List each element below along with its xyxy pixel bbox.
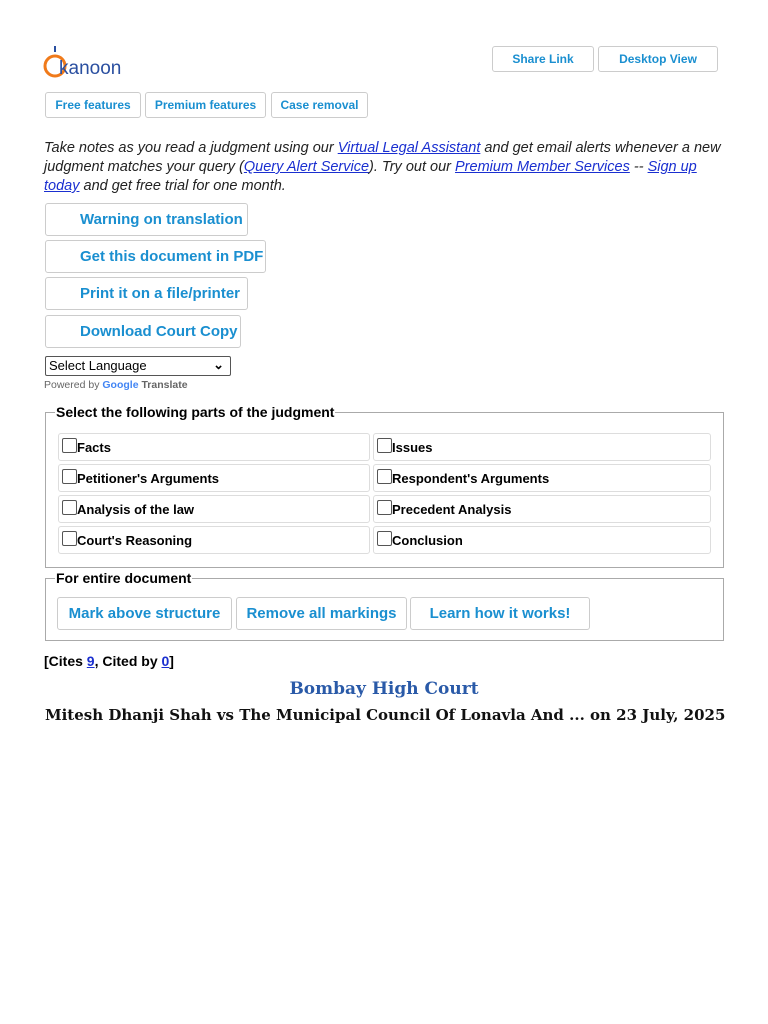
intro-text-part: ). Try out our	[369, 159, 455, 175]
cites-close: ]	[169, 653, 174, 669]
part-label: Issues	[392, 440, 433, 455]
desktop-view-button[interactable]: Desktop View	[598, 46, 718, 72]
pdf-button[interactable]: Get this document in PDF	[45, 240, 266, 273]
chevron-down-icon: ⌄	[213, 357, 224, 372]
part-label: Precedent Analysis	[392, 502, 512, 517]
checkbox[interactable]	[377, 469, 392, 484]
checkbox[interactable]	[62, 469, 77, 484]
document-title: Mitesh Dhanji Shah vs The Municipal Council Of Lonavla And ... on 23 July, 2025	[45, 706, 726, 724]
part-precedent-analysis[interactable]	[373, 495, 711, 523]
checkbox[interactable]	[62, 438, 77, 453]
part-facts[interactable]	[58, 433, 370, 461]
logo[interactable]	[43, 44, 123, 80]
intro-text	[44, 139, 724, 196]
download-court-copy-button[interactable]: Download Court Copy	[45, 315, 241, 348]
virtual-legal-assistant-link[interactable]: Virtual Legal Assistant	[337, 140, 481, 156]
svg-text:kanoon: kanoon	[59, 58, 122, 79]
intro-text-part: Take notes as you read a judgment using our	[44, 140, 338, 156]
cited-by-label: , Cited by	[94, 653, 162, 669]
checkbox[interactable]	[377, 500, 392, 515]
sign-up-link[interactable]: Sign up today	[44, 159, 697, 194]
cited-by-link[interactable]: 0	[161, 653, 170, 669]
share-link-button[interactable]: Share Link	[492, 46, 594, 72]
remove-markings-button[interactable]: Remove all markings	[236, 597, 407, 630]
part-petitioner-arguments[interactable]	[58, 464, 370, 492]
checkbox[interactable]	[62, 531, 77, 546]
part-label: Analysis of the law	[77, 502, 195, 517]
query-alert-link[interactable]: Query Alert Service	[243, 159, 370, 175]
premium-features-button[interactable]: Premium features	[145, 92, 266, 118]
checkbox[interactable]	[377, 531, 392, 546]
checkbox[interactable]	[377, 438, 392, 453]
part-label: Petitioner's Arguments	[77, 471, 220, 486]
part-courts-reasoning[interactable]	[58, 526, 370, 554]
intro-text-part: --	[629, 159, 648, 175]
cites-label: [Cites	[44, 653, 87, 669]
learn-how-button[interactable]: Learn how it works!	[410, 597, 590, 630]
powered-by-google	[44, 379, 188, 391]
google-logo: Google	[102, 379, 139, 391]
part-respondent-arguments[interactable]	[373, 464, 711, 492]
intro-text-part: and get free trial for one month.	[79, 178, 286, 194]
premium-member-link[interactable]: Premium Member Services	[455, 159, 630, 175]
part-issues[interactable]	[373, 433, 711, 461]
case-removal-button[interactable]: Case removal	[271, 92, 368, 118]
part-label: Court's Reasoning	[77, 533, 193, 548]
judgment-parts-legend: Select the following parts of the judgment	[56, 404, 335, 420]
part-conclusion[interactable]	[373, 526, 711, 554]
translate-link[interactable]: Translate	[141, 379, 188, 391]
citations	[44, 653, 174, 669]
free-features-button[interactable]: Free features	[45, 92, 141, 118]
cites-link[interactable]: 9	[86, 653, 95, 669]
language-select[interactable]	[45, 356, 231, 376]
entire-document-legend: For entire document	[56, 570, 192, 586]
powered-by-label: Powered by	[44, 379, 100, 391]
kanoon-logo-icon	[43, 44, 123, 80]
part-analysis-of-law[interactable]	[58, 495, 370, 523]
court-name: Bombay High Court	[289, 679, 479, 699]
print-button[interactable]: Print it on a file/printer	[45, 277, 248, 310]
checkbox[interactable]	[62, 500, 77, 515]
mark-structure-button[interactable]: Mark above structure	[57, 597, 232, 630]
part-label: Facts	[77, 440, 111, 455]
warning-translation-button[interactable]: Warning on translation	[45, 203, 248, 236]
part-label: Conclusion	[392, 533, 463, 548]
part-label: Respondent's Arguments	[392, 471, 550, 486]
intro-text-part: and get email alerts whenever a new judgment matches your query (	[44, 140, 721, 175]
language-select-value: Select Language	[49, 358, 147, 373]
